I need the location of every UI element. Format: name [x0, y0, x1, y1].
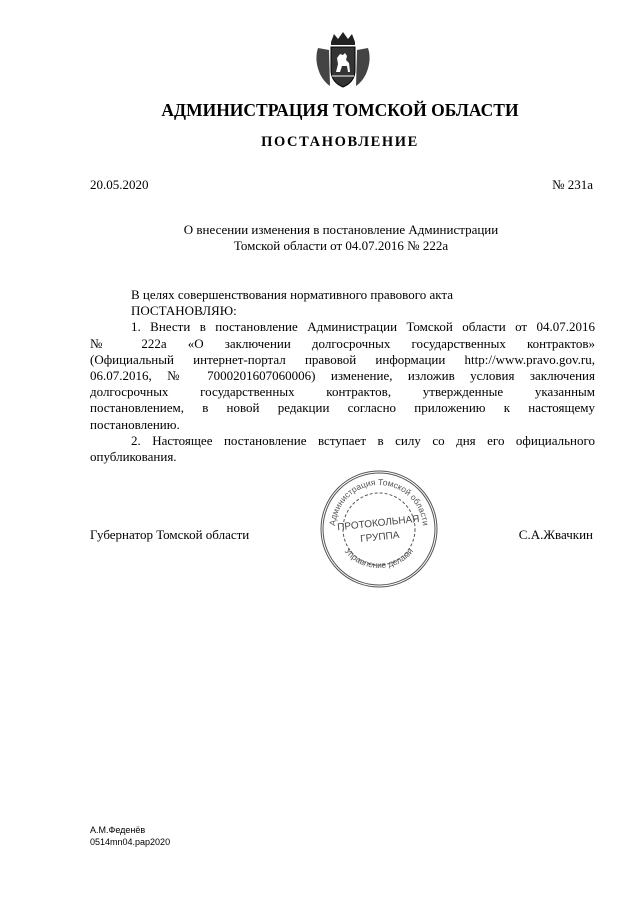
document-number: № 231а [552, 177, 593, 192]
document-type: ПОСТАНОВЛЕНИЕ [261, 134, 419, 150]
intro-paragraph: В целях совершенствования нормативного правового акта [131, 287, 454, 302]
footer-file-code: 0514mn04.рар2020 [90, 837, 171, 847]
stamp-outer-bottom-text: Управление делами [342, 545, 416, 571]
text-line: 2. Настоящее постановление вступает в силу со дня его официального [131, 432, 595, 448]
text-line: долгосрочных государственных контрактов, утвержденные указанным [90, 384, 595, 400]
tomsk-coat-of-arms-icon [312, 30, 374, 92]
document-body [90, 287, 595, 465]
subject-line: Томской области от 04.07.2016 № 222а [233, 238, 449, 253]
organization-name: АДМИНИСТРАЦИЯ ТОМСКОЙ ОБЛАСТИ [161, 100, 519, 120]
signer-name: С.А.Жвачкин [518, 527, 593, 542]
subject-line: О внесении изменения в постановление Администрации [183, 222, 499, 237]
decree-word: ПОСТАНОВЛЯЮ: [131, 303, 237, 319]
protocol-group-stamp [318, 468, 440, 590]
stamp-center-line-2: ГРУППА [359, 529, 400, 545]
text-line: опубликования. [90, 449, 177, 465]
document-footer [90, 824, 170, 848]
item-2-paragraph [90, 433, 595, 465]
text-line: (Официальный интернет-портал правовой информации http://www.pravo.gov.ru, [90, 351, 595, 367]
stamp-center-line-1: ПРОТОКОЛЬНАЯ [336, 513, 421, 534]
text-line: № 222а «О заключении долгосрочных государственных контрактов» [90, 335, 595, 351]
document-subject [0, 222, 640, 254]
item-1-paragraph [90, 319, 595, 432]
document-date: 20.05.2020 [90, 177, 149, 192]
text-line: постановлению. [90, 416, 180, 432]
text-line: 06.07.2016, № 7000201607060006) изменение, изложив условия заключения [90, 368, 595, 384]
text-line: постановлением, в новой редакции согласно приложению к настоящему [90, 400, 595, 416]
stamp-outer-top-text: Администрация Томской области [327, 476, 431, 527]
signer-title: Губернатор Томской области [90, 527, 250, 542]
footer-author: А.М.Феденёв [90, 825, 146, 835]
text-line: 1. Внести в постановление Администрации Томской области от 04.07.2016 [131, 319, 595, 335]
